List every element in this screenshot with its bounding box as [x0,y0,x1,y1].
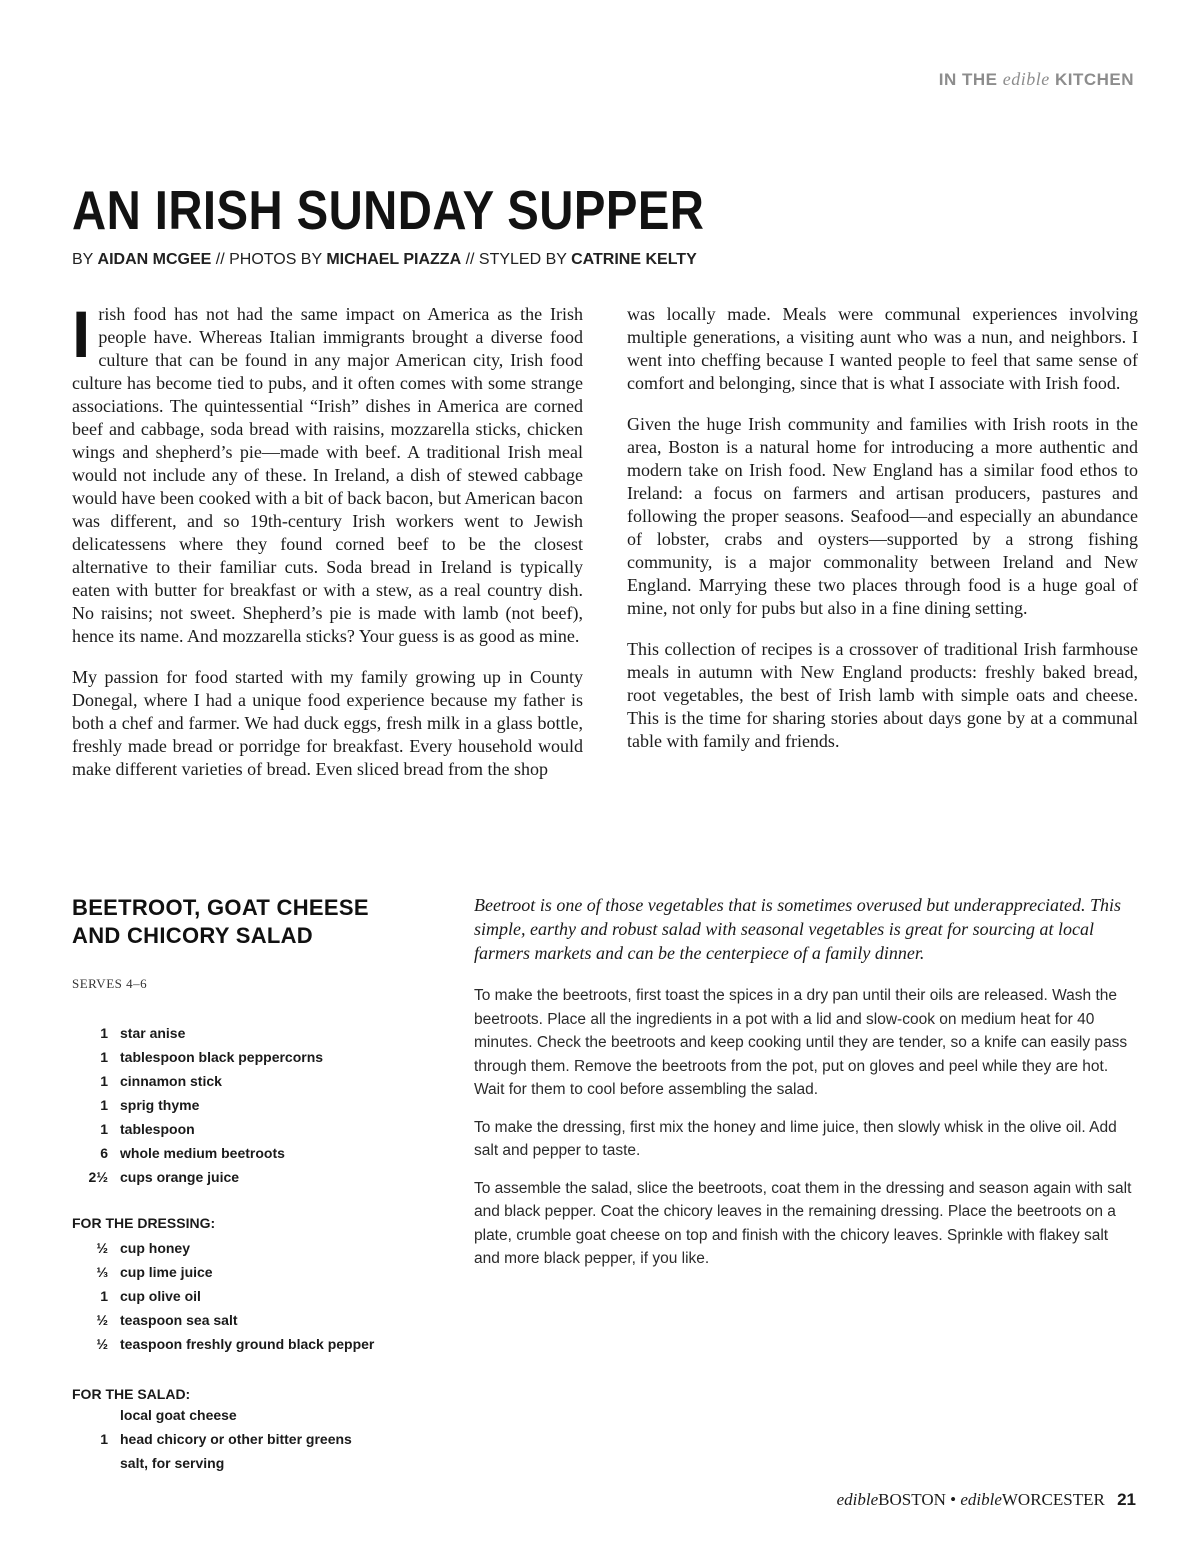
drop-cap: I [72,297,91,371]
article-paragraph-3: was locally made. Meals were communal experiences involving multiple generations, a visiting aunt who was a nun, and neighbors. I went into cheffing because I wanted people to feel that same sense of comfort and belonging, since that is what I associate with Irish food. [627,304,1138,393]
page-number: 21 [1117,1490,1136,1509]
ingredient-row [72,1308,432,1332]
section-prefix: IN THE [938,70,998,89]
footer-edible-1: edible [836,1490,879,1509]
ingredient-item: local goat cheese [120,1407,237,1423]
ingredient-row [72,1260,432,1284]
ingredient-row [72,1045,432,1069]
ingredient-item: star anise [120,1025,186,1041]
ingredient-qty: 6 [100,1145,108,1161]
ingredient-item: teaspoon sea salt [120,1312,238,1328]
footer-edible-2: edible [960,1490,1002,1509]
ingredient-item: salt, for serving [120,1455,225,1471]
ingredient-row [72,1165,432,1189]
recipe-method [474,984,1138,1285]
ingredient-item: tablespoon [120,1121,195,1137]
ingredient-row [72,1117,432,1141]
byline-author: AIDAN MCGEE [97,251,212,268]
ingredient-qty: 1 [100,1288,108,1304]
article-column-left [72,297,583,799]
article-paragraph-5: This collection of recipes is a crossover of traditional Irish farmhouse meals in autumn with New England products: freshly baked bread, root vegetables, the best of Irish lamb with simple oats and cheese. This is the time for sharing stories about days gone by at a communal table with family and friends. [627,639,1138,751]
ingredient-qty: ½ [96,1240,108,1256]
ingredient-item: head chicory or other bitter greens [120,1431,352,1447]
article-title: AN IRISH SUNDAY SUPPER [72,179,705,241]
ingredient-qty [72,1451,120,1475]
ingredient-list-main [72,1021,432,1189]
ingredient-qty: 1 [100,1025,108,1041]
section-edible: edible [1002,69,1050,89]
ingredient-list-salad [72,1403,432,1475]
byline-photos-label: // PHOTOS BY [215,251,322,268]
byline-stylist: CATRINE KELTY [571,251,697,268]
salad-heading: FOR THE SALAD: [72,1386,191,1402]
ingredient-row [72,1403,432,1427]
ingredient-row [72,1332,432,1356]
ingredient-item: teaspoon freshly ground black pepper [120,1336,375,1352]
byline-by: BY [72,251,94,268]
ingredient-qty: ⅓ [96,1264,108,1280]
section-tag [939,69,1134,90]
dressing-heading: FOR THE DRESSING: [72,1215,216,1231]
ingredient-qty: ½ [96,1336,108,1352]
ingredient-row [72,1141,432,1165]
method-step-1: To make the beetroots, first toast the spices in a dry pan until their oils are released. Wash the beetroots. Place all the ingredients in a pot with a lid and slow-cook on medium heat for 40 minutes. Check the beetroots and keep cooking until they are tender, so a knife can easily pass through them. Remove the beetroots from the pot, put on gloves and peel while they are hot. Wait for them to cool before assembling the salad. [474,987,1128,1098]
footer-publication-1: BOSTON [878,1490,946,1509]
method-step-3: To assemble the salad, slice the beetroots, coat them in the dressing and season again with salt and black pepper. Coat the chicory leaves in the remaining dressing. Place the beetroots on a plate, crumble goat cheese on top and finish with the chicory leaves. Sprinkle with flakey salt and more black pepper, if you like. [474,1179,1132,1267]
ingredient-row [72,1451,432,1475]
recipe-intro: Beetroot is one of those vegetables that is sometimes overused but underappreciated. This simple, earthy and robust salad with seasonal vegetables is great for sourcing at local farmers markets and can be the centerpiece of a family dinner. [474,895,1122,963]
ingredient-qty: 1 [100,1097,108,1113]
byline-photographer: MICHAEL PIAZZA [326,251,462,268]
method-step-2: To make the dressing, first mix the honey and lime juice, then slowly whisk in the olive oil. Add salt and pepper to taste. [474,1118,1117,1159]
ingredient-item: cup olive oil [120,1288,201,1304]
ingredient-item: sprig thyme [120,1097,200,1113]
ingredient-qty: 1 [100,1073,108,1089]
article-paragraph-1-text: rish food has not had the same impact on America as the Irish people have. Whereas Italian immigrants brought a diverse food culture that can be found in any major American city, Irish food culture has become tied to pubs, and it often comes with some strange associations. The quintessential “Irish” dishes in America are corned beef and cabbage, soda bread with raisins, mozzarella sticks, chicken wings and shepherd’s pie—made with beef. A traditional Irish meal would not include any of these. In Ireland, a dish of stewed cabbage would have been cooked with a bit of back bacon, but American bacon was different, and so 19th-century Irish workers went to Jewish delicatessens where they found corned beef to be the closest alternative to their familiar cuts. Soda bread in Ireland is typically eaten with butter for breakfast or with a stew, as a real country dish. No raisins; not sweet. Shepherd’s pie is made with lamb (not beef), hence its name. And mozzarella sticks? Your guess is as good as mine. [72,304,583,646]
ingredient-qty: 1 [100,1049,108,1065]
article-column-right [627,303,1138,771]
article-paragraph-2: My passion for food started with my family growing up in County Donegal, where I had a unique food experience because my father is both a chef and farmer. We had duck eggs, fresh milk in a glass bottle, freshly made bread or porridge for breakfast. Every household would make different varieties of bread. Even sliced bread from the shop [72,667,583,779]
footer-publication-2: WORCESTER [1001,1490,1105,1509]
ingredient-qty: 1 [100,1431,108,1447]
byline-styled-label: // STYLED BY [465,251,567,268]
ingredient-item: tablespoon black peppercorns [120,1049,324,1065]
ingredient-row [72,1427,432,1451]
ingredient-row [72,1093,432,1117]
ingredient-list-dressing [72,1236,432,1356]
ingredient-item: cup lime juice [120,1264,213,1280]
ingredient-qty: ½ [96,1312,108,1328]
article-paragraph-1 [72,297,583,648]
ingredient-item: cups orange juice [120,1169,240,1185]
article-paragraph-4: Given the huge Irish community and families with Irish roots in the area, Boston is a natural home for introducing a more authentic and modern take on Irish food. New England has a similar food ethos to Ireland: a focus on farmers and artisan producers, pastures and following the proper seasons. Seafood—and especially an abundance of lobster, crabs and oysters—supported by a strong fishing community, is a major commonality between Ireland and New England. Marrying these two places through food is a huge goal of mine, not only for pubs but also in a fine dining setting. [627,414,1138,618]
ingredient-item: cinnamon stick [120,1073,222,1089]
ingredient-qty: 1 [100,1121,108,1137]
section-suffix: KITCHEN [1054,70,1134,89]
ingredient-qty [72,1403,120,1427]
ingredient-row [72,1069,432,1093]
ingredient-item: cup honey [120,1240,191,1256]
footer-separator: • [950,1490,957,1509]
ingredient-row [72,1021,432,1045]
ingredient-row [72,1284,432,1308]
byline [72,250,697,270]
ingredient-row [72,1236,432,1260]
page-footer [837,1490,1136,1510]
ingredient-item: whole medium beetroots [120,1145,285,1161]
recipe-title: BEETROOT, GOAT CHEESE AND CHICORY SALAD [72,895,369,948]
ingredient-qty: 2½ [88,1169,108,1185]
recipe-serves: SERVES 4–6 [72,976,148,991]
